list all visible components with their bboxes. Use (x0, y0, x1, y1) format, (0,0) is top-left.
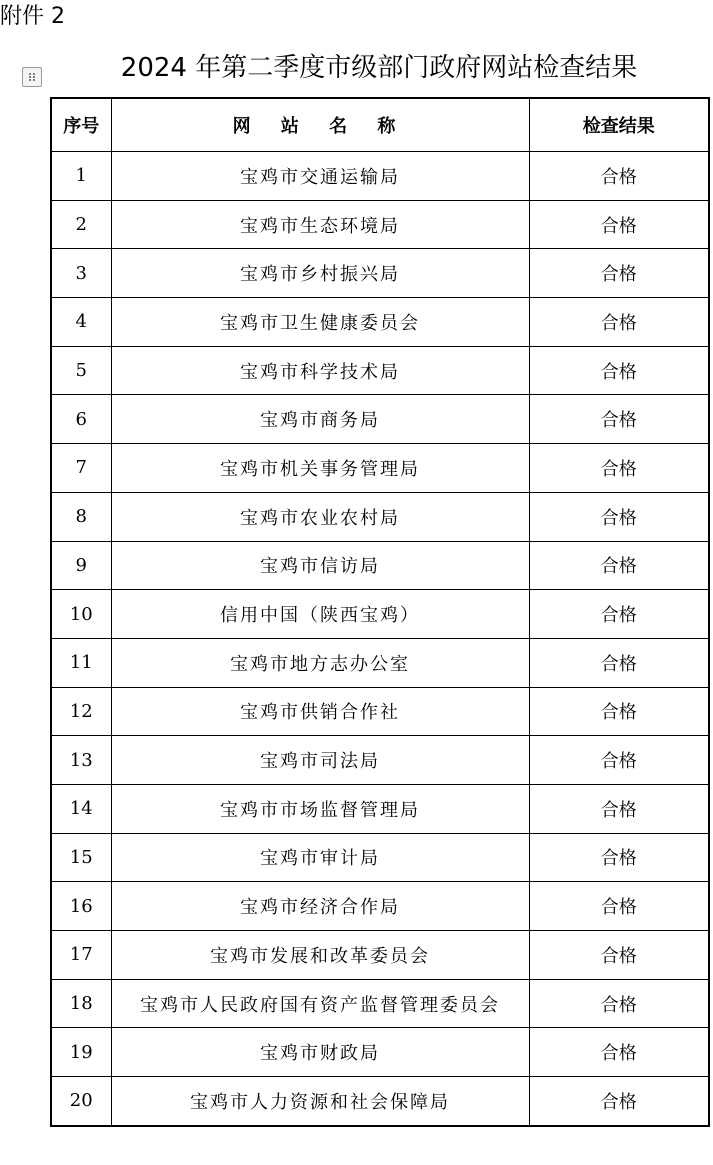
row-site-name: 宝鸡市市场监督管理局 (111, 784, 529, 833)
row-site-name: 宝鸡市科学技术局 (111, 346, 529, 395)
row-index: 10 (51, 590, 111, 639)
header-site-name: 网 站 名 称 (111, 98, 529, 152)
table-row (51, 395, 709, 444)
row-index: 9 (51, 541, 111, 590)
row-index: 6 (51, 395, 111, 444)
table-row (51, 346, 709, 395)
attachment-label: 附件 2 (0, 4, 65, 29)
row-result: 合格 (529, 931, 709, 980)
row-site-name: 宝鸡市财政局 (111, 1028, 529, 1077)
table-row (51, 736, 709, 785)
row-index: 14 (51, 784, 111, 833)
table-row (51, 784, 709, 833)
results-table (50, 97, 710, 1127)
row-site-name: 宝鸡市机关事务管理局 (111, 444, 529, 493)
row-index: 7 (51, 444, 111, 493)
table-header-row (51, 98, 709, 152)
table-row (51, 882, 709, 931)
row-result: 合格 (529, 298, 709, 347)
row-site-name: 宝鸡市生态环境局 (111, 200, 529, 249)
row-site-name: 宝鸡市经济合作局 (111, 882, 529, 931)
row-index: 16 (51, 882, 111, 931)
table-row (51, 541, 709, 590)
row-result: 合格 (529, 1077, 709, 1126)
table-row (51, 200, 709, 249)
table-row (51, 590, 709, 639)
header-result: 检查结果 (529, 98, 709, 152)
row-index: 13 (51, 736, 111, 785)
table-row (51, 687, 709, 736)
row-index: 8 (51, 492, 111, 541)
header-index: 序号 (51, 98, 111, 152)
row-result: 合格 (529, 541, 709, 590)
row-result: 合格 (529, 346, 709, 395)
grip-dots-icon (27, 72, 37, 82)
row-result: 合格 (529, 687, 709, 736)
row-site-name: 宝鸡市交通运输局 (111, 152, 529, 201)
row-result: 合格 (529, 444, 709, 493)
row-result: 合格 (529, 979, 709, 1028)
page-title: 2024 年第二季度市级部门政府网站检查结果 (120, 53, 638, 83)
row-result: 合格 (529, 882, 709, 931)
row-index: 20 (51, 1077, 111, 1126)
row-result: 合格 (529, 736, 709, 785)
table-row (51, 492, 709, 541)
row-result: 合格 (529, 492, 709, 541)
row-index: 15 (51, 833, 111, 882)
row-index: 5 (51, 346, 111, 395)
row-site-name: 宝鸡市人力资源和社会保障局 (111, 1077, 529, 1126)
row-index: 2 (51, 200, 111, 249)
row-index: 11 (51, 638, 111, 687)
row-site-name: 宝鸡市信访局 (111, 541, 529, 590)
row-result: 合格 (529, 590, 709, 639)
row-result: 合格 (529, 784, 709, 833)
row-result: 合格 (529, 395, 709, 444)
table-row (51, 638, 709, 687)
row-site-name: 宝鸡市发展和改革委员会 (111, 931, 529, 980)
table-row (51, 444, 709, 493)
row-index: 17 (51, 931, 111, 980)
move-handle-icon[interactable] (22, 67, 42, 87)
row-site-name: 宝鸡市商务局 (111, 395, 529, 444)
row-index: 1 (51, 152, 111, 201)
row-index: 19 (51, 1028, 111, 1077)
table-row (51, 979, 709, 1028)
row-index: 18 (51, 979, 111, 1028)
row-result: 合格 (529, 249, 709, 298)
table-row (51, 249, 709, 298)
row-index: 3 (51, 249, 111, 298)
row-result: 合格 (529, 200, 709, 249)
table-row (51, 152, 709, 201)
row-result: 合格 (529, 1028, 709, 1077)
table-body (51, 152, 709, 1126)
row-result: 合格 (529, 638, 709, 687)
row-site-name: 宝鸡市地方志办公室 (111, 638, 529, 687)
row-site-name: 宝鸡市农业农村局 (111, 492, 529, 541)
row-site-name: 信用中国（陕西宝鸡） (111, 590, 529, 639)
table-row (51, 833, 709, 882)
row-result: 合格 (529, 152, 709, 201)
table-row (51, 1077, 709, 1126)
table-row (51, 298, 709, 347)
row-site-name: 宝鸡市审计局 (111, 833, 529, 882)
row-site-name: 宝鸡市乡村振兴局 (111, 249, 529, 298)
row-site-name: 宝鸡市司法局 (111, 736, 529, 785)
row-site-name: 宝鸡市卫生健康委员会 (111, 298, 529, 347)
table-row (51, 1028, 709, 1077)
row-site-name: 宝鸡市人民政府国有资产监督管理委员会 (111, 979, 529, 1028)
row-index: 4 (51, 298, 111, 347)
row-result: 合格 (529, 833, 709, 882)
row-index: 12 (51, 687, 111, 736)
table-row (51, 931, 709, 980)
row-site-name: 宝鸡市供销合作社 (111, 687, 529, 736)
